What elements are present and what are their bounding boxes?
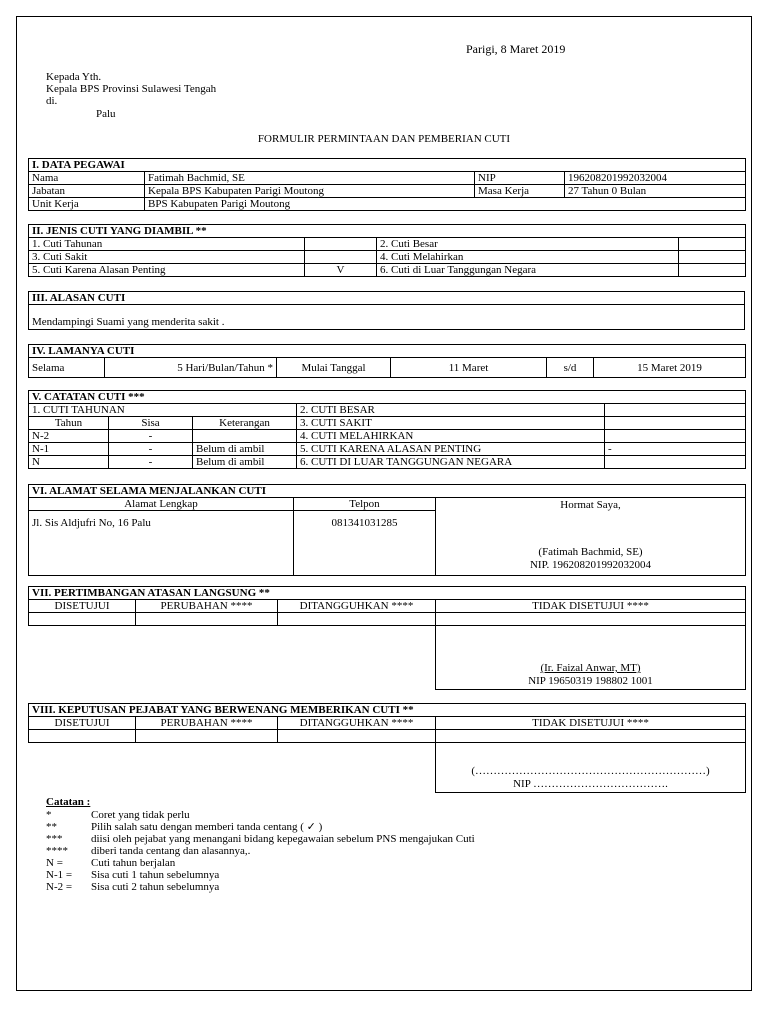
ditangguhkan-cell[interactable]: [278, 613, 436, 626]
catatan-cuti-melahirkan: 4. CUTI MELAHIRKAN: [297, 430, 605, 443]
catatan-cuti-sakit: 3. CUTI SAKIT: [297, 417, 605, 430]
keterangan-header: Keterangan: [193, 417, 297, 430]
sisa-cell: -: [109, 443, 193, 456]
section-data-pegawai: [28, 158, 746, 211]
section-lamanya-cuti: [28, 344, 746, 378]
section-jenis-cuti: [28, 224, 746, 277]
cuti-melahirkan-option: 4. Cuti Melahirkan: [377, 251, 679, 264]
ditangguhkan-header: DITANGGUHKAN ****: [278, 600, 436, 613]
note-item: [46, 833, 475, 845]
tahun-header: Tahun: [29, 417, 109, 430]
disetujui-header: DISETUJUI: [29, 717, 136, 730]
note-item: [46, 821, 475, 833]
masa-kerja-value: 27 Tahun 0 Bulan: [565, 185, 746, 198]
cuti-melahirkan-mark[interactable]: [679, 251, 746, 264]
note-key: **: [46, 821, 57, 833]
catatan-cuti-alasan-penting-value: -: [605, 443, 746, 456]
catatan-cuti-luar-tanggungan-value: [605, 456, 746, 469]
perubahan-cell[interactable]: [136, 730, 278, 743]
sisa-cell: -: [109, 456, 193, 469]
catatan-cuti-luar-tanggungan: 6. CUTI DI LUAR TANGGUNGAN NEGARA: [297, 456, 605, 469]
signer-nip: NIP. 196208201992032004: [529, 559, 651, 571]
section-heading: IV. LAMANYA CUTI: [29, 345, 746, 358]
section-heading: III. ALASAN CUTI: [29, 292, 745, 305]
pejabat-nip: NIP ……………………………….: [513, 778, 668, 790]
ditangguhkan-header: DITANGGUHKAN ****: [278, 717, 436, 730]
pejabat-signature-block: [436, 743, 746, 793]
section-alamat: [28, 484, 746, 576]
note-text: diisi oleh pejabat yang menangani bidang kepegawaian sebelum PNS mengajukan Cuti: [91, 833, 475, 845]
tahun-cell: N-1: [29, 443, 109, 456]
ditangguhkan-cell[interactable]: [278, 730, 436, 743]
tahun-cell: N-2: [29, 430, 109, 443]
tanggal-mulai-value: 11 Maret: [391, 358, 547, 378]
unit-kerja-label: Unit Kerja: [29, 198, 145, 211]
cuti-tahunan-mark[interactable]: [305, 238, 377, 251]
cuti-sakit-option: 3. Cuti Sakit: [29, 251, 305, 264]
nama-label: Nama: [29, 172, 145, 185]
addressee-line2: Kepala BPS Provinsi Sulawesi Tengah: [46, 83, 217, 95]
addressee-line4: Palu: [96, 108, 116, 120]
unit-kerja-value: BPS Kabupaten Parigi Moutong: [145, 198, 746, 211]
section-catatan-cuti: [28, 390, 746, 469]
jabatan-label: Jabatan: [29, 185, 145, 198]
note-item: [46, 809, 475, 821]
section-heading: VIII. KEPUTUSAN PEJABAT YANG BERWENANG MEMBERIKAN CUTI **: [29, 704, 746, 717]
tidak-disetujui-header: TIDAK DISETUJUI ****: [436, 717, 746, 730]
tidak-disetujui-cell[interactable]: [436, 613, 746, 626]
blank-area: [29, 626, 436, 690]
nip-label: NIP: [475, 172, 565, 185]
selama-label: Selama: [29, 358, 105, 378]
section-heading: VII. PERTIMBANGAN ATASAN LANGSUNG **: [29, 587, 746, 600]
hormat-label: Hormat Saya,: [560, 499, 621, 511]
note-key: ****: [46, 845, 68, 857]
note-text: Sisa cuti 2 tahun sebelumnya: [91, 881, 220, 893]
place-date: Parigi, 8 Maret 2019: [466, 42, 566, 56]
note-text: diberi tanda centang dan alasannya,.: [91, 845, 251, 857]
telpon-value: 081341031285: [294, 511, 436, 576]
alamat-header: Alamat Lengkap: [29, 498, 294, 511]
section-heading: II. JENIS CUTI YANG DIAMBIL **: [29, 225, 746, 238]
cuti-tahunan-label: 1. CUTI TAHUNAN: [29, 404, 297, 417]
tanggal-akhir-value: 15 Maret 2019: [594, 358, 746, 378]
table-row: [29, 456, 746, 469]
signer-name: (Fatimah Bachmid, SE): [538, 546, 643, 558]
note-item: [46, 881, 475, 893]
cuti-alasan-penting-option: 5. Cuti Karena Alasan Penting: [29, 264, 305, 277]
alamat-value: Jl. Sis Aldjufri No, 16 Palu: [29, 511, 294, 576]
note-text: Sisa cuti 1 tahun sebelumnya: [91, 869, 220, 881]
cuti-tahunan-option: 1. Cuti Tahunan: [29, 238, 305, 251]
cuti-besar-option: 2. Cuti Besar: [377, 238, 679, 251]
atasan-signature-block: [436, 626, 746, 690]
perubahan-header: PERUBAHAN ****: [136, 717, 278, 730]
tidak-disetujui-cell[interactable]: [436, 730, 746, 743]
section-keputusan-pejabat: [28, 703, 746, 793]
atasan-nip: NIP 19650319 198802 1001: [528, 675, 653, 687]
blank-area: [29, 743, 436, 793]
disetujui-header: DISETUJUI: [29, 600, 136, 613]
perubahan-cell[interactable]: [136, 613, 278, 626]
section-heading: VI. ALAMAT SELAMA MENJALANKAN CUTI: [29, 485, 746, 498]
nip-value: 196208201992032004: [565, 172, 746, 185]
signature-block: [436, 498, 746, 576]
note-key: ***: [46, 833, 63, 845]
cuti-alasan-penting-mark[interactable]: V: [305, 264, 377, 277]
tahun-cell: N: [29, 456, 109, 469]
telpon-header: Telpon: [294, 498, 436, 511]
jabatan-value: Kepala BPS Kabupaten Parigi Moutong: [145, 185, 475, 198]
section-alasan-cuti: [28, 291, 745, 330]
addressee-line1: Kepada Yth.: [46, 71, 102, 83]
note-item: [46, 857, 475, 869]
catatan-cuti-melahirkan-value: [605, 430, 746, 443]
notes-heading: Catatan :: [46, 796, 91, 808]
cuti-luar-tanggungan-option: 6. Cuti di Luar Tanggungan Negara: [377, 264, 679, 277]
note-key: N-2 =: [46, 881, 73, 893]
note-text: Cuti tahun berjalan: [91, 857, 176, 869]
catatan-cuti-besar: 2. CUTI BESAR: [297, 404, 605, 417]
note-text: Coret yang tidak perlu: [91, 809, 190, 821]
masa-kerja-label: Masa Kerja: [475, 185, 565, 198]
disetujui-cell[interactable]: [29, 613, 136, 626]
note-text: Pilih salah satu dengan memberi tanda centang ( ✓ ): [91, 821, 323, 833]
keterangan-cell: Belum di ambil: [193, 443, 297, 456]
cuti-sakit-mark[interactable]: [305, 251, 377, 264]
sampai-dengan-label: s/d: [547, 358, 594, 378]
alasan-text: Mendampingi Suami yang menderita sakit .: [29, 305, 745, 330]
keterangan-cell: Belum di ambil: [193, 456, 297, 469]
note-item: [46, 845, 475, 857]
addressee-line3: di.: [46, 95, 58, 107]
note-key: N-1 =: [46, 869, 73, 881]
perubahan-header: PERUBAHAN ****: [136, 600, 278, 613]
section-heading: I. DATA PEGAWAI: [29, 159, 746, 172]
note-item: [46, 869, 475, 881]
tidak-disetujui-header: TIDAK DISETUJUI ****: [436, 600, 746, 613]
section-heading: V. CATATAN CUTI ***: [29, 391, 746, 404]
notes-list: [46, 809, 475, 893]
disetujui-cell[interactable]: [29, 730, 136, 743]
section-pertimbangan-atasan: [28, 586, 746, 690]
cuti-besar-mark[interactable]: [679, 238, 746, 251]
sisa-cell: -: [109, 430, 193, 443]
nama-value: Fatimah Bachmid, SE: [145, 172, 475, 185]
catatan-cuti-sakit-value: [605, 417, 746, 430]
table-row: [29, 443, 746, 456]
table-row: [29, 430, 746, 443]
atasan-name: (Ir. Faizal Anwar, MT): [540, 662, 641, 674]
note-key: N =: [46, 857, 63, 869]
keterangan-cell: [193, 430, 297, 443]
form-title: FORMULIR PERMINTAAN DAN PEMBERIAN CUTI: [257, 133, 511, 145]
catatan-cuti-besar-value: [605, 404, 746, 417]
sisa-header: Sisa: [109, 417, 193, 430]
mulai-tanggal-label: Mulai Tanggal: [277, 358, 391, 378]
catatan-cuti-alasan-penting: 5. CUTI KARENA ALASAN PENTING: [297, 443, 605, 456]
durasi-value: 5 Hari/Bulan/Tahun *: [105, 358, 277, 378]
pejabat-name: (………………………………………………………): [471, 765, 710, 777]
note-key: *: [46, 809, 52, 821]
cuti-luar-tanggungan-mark[interactable]: [679, 264, 746, 277]
